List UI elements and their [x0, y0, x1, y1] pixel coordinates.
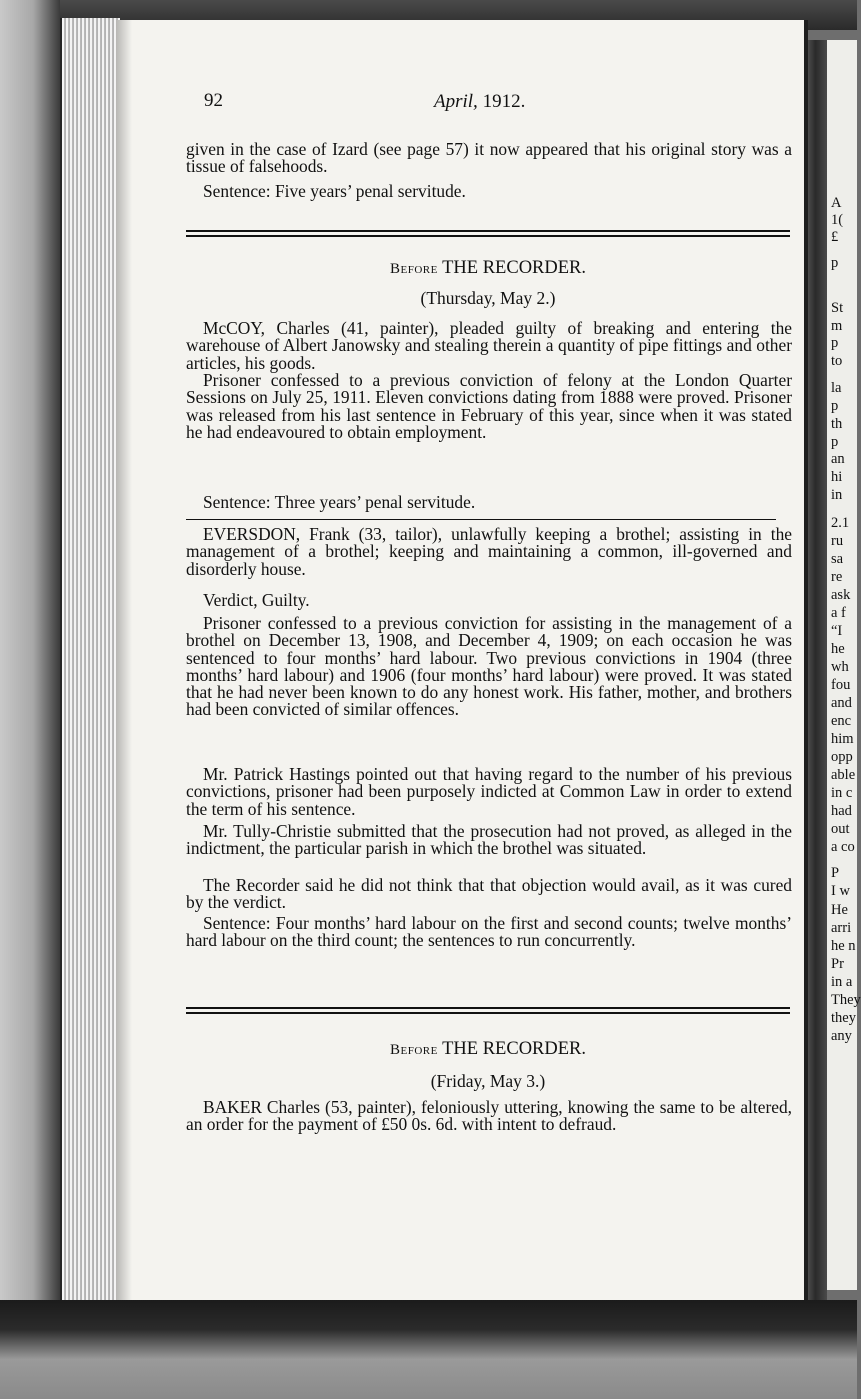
running-head-month: April,: [434, 91, 478, 112]
adjacent-page-text-fragment: a co: [831, 839, 855, 855]
adjacent-page-text-fragment: arri: [831, 920, 852, 936]
adjacent-page-text-fragment: 2.1: [831, 515, 850, 531]
scan-bottom-border: [0, 1300, 857, 1399]
section-heading: [186, 258, 790, 279]
adjacent-page-text-fragment: p: [831, 398, 839, 414]
case-paragraph: Sentence: Four months’ hard labour on the first and second counts; twelve months’ hard labour on the third count; the sentences to run concurrently.: [186, 913, 792, 951]
adjacent-page-text-fragment: they: [831, 1010, 856, 1026]
heading-main: THE RECORDER.: [442, 258, 587, 278]
adjacent-page-text-fragment: p: [831, 255, 839, 271]
heading-prefix: Before: [389, 1042, 438, 1058]
case-paragraph: McCOY, Charles (41, painter), pleaded guilty of breaking and entering the warehouse of Albert Janowsky and stealing therein a quantity of pipe fittings and other articles, his goods.: [186, 318, 792, 373]
running-head-year: 1912.: [482, 91, 526, 112]
adjacent-page-text-fragment: ru: [831, 533, 844, 549]
adjacent-page-text-fragment: hi: [831, 469, 843, 485]
adjacent-page-fragment: [827, 40, 861, 1290]
adjacent-page-text-fragment: and: [831, 695, 852, 711]
adjacent-page-text-fragment: th: [831, 416, 843, 432]
adjacent-page-text-fragment: in c: [831, 785, 853, 801]
book-page: [116, 20, 808, 1304]
carryover-sentence: Sentence: Five years’ penal servitude.: [203, 181, 466, 201]
heading-prefix: Before: [389, 261, 438, 277]
adjacent-page-text-fragment: I w: [831, 883, 850, 899]
adjacent-page-text-fragment: enc: [831, 713, 852, 729]
case-separator-rule: [186, 519, 776, 520]
adjacent-page-text-fragment: him: [831, 731, 854, 747]
case-paragraph: Mr. Patrick Hastings pointed out that having regard to the number of his previous convictions, prisoner had been purposely indicted at Common Law in order to extend the term of his sentence.: [186, 764, 792, 819]
adjacent-page-text-fragment: m: [831, 318, 843, 334]
adjacent-page-text-fragment: in: [831, 487, 843, 503]
adjacent-page-text-fragment: A: [831, 195, 842, 211]
adjacent-page-text-fragment: St: [831, 300, 844, 316]
adjacent-page-text-fragment: p: [831, 434, 839, 450]
section-heading: [186, 1039, 790, 1060]
adjacent-page-text-fragment: in a: [831, 974, 853, 990]
adjacent-page-text-fragment: fou: [831, 677, 851, 693]
case-paragraph: Prisoner confessed to a previous conviction of felony at the London Quarter Sessions on July 25, 1911. Eleven convictions dating from 1888 were proved. Prisoner was released from his last sentence in February of this year, since when it was stated he had endeavoured to obtain employment.: [186, 370, 792, 442]
adjacent-page-text-fragment: to: [831, 353, 843, 369]
case-paragraph: Sentence: Three years’ penal servitude.: [203, 492, 476, 512]
book-page-edges: [60, 18, 120, 1308]
adjacent-page-text-fragment: able: [831, 767, 856, 783]
adjacent-page-text-fragment: 1(: [831, 212, 844, 228]
adjacent-page-text-fragment: a f: [831, 605, 846, 621]
case-paragraph: EVERSDON, Frank (33, tailor), unlawfully keeping a brothel; assisting in the management of a brothel; keeping and maintaining a common, ill-governed and disorderly house.: [186, 524, 792, 579]
page-content: [116, 20, 804, 1304]
section-double-rule: [186, 230, 790, 237]
section-date: (Friday, May 3.): [430, 1071, 546, 1091]
adjacent-page-text-fragment: ask: [831, 587, 851, 603]
section-double-rule: [186, 1007, 790, 1014]
gutter-shadow: [116, 20, 132, 1304]
scan-left-margin: [0, 0, 60, 1399]
case-paragraph: Prisoner confessed to a previous conviction for assisting in the management of a brothel on December 13, 1908, and December 4, 1909; on each occasion he was sentenced to four months’ hard labour. Two previous convictions in 1904 (three months’ hard labour) and 1906 (four months’ hard labour) were proved. It was stated that he had never been known to do any honest work. His father, mother, and brothers had been convicted of similar offences.: [186, 613, 792, 720]
adjacent-page-text-fragment: he: [831, 641, 845, 657]
running-head: [434, 91, 525, 113]
adjacent-page-text-fragment: P: [831, 865, 840, 881]
page-number: 92: [204, 90, 223, 111]
adjacent-page-text-fragment: re: [831, 569, 843, 585]
adjacent-page-text-fragment: sa: [831, 551, 844, 567]
adjacent-page-text-fragment: Pr: [831, 956, 844, 972]
adjacent-page-text-fragment: “I: [831, 623, 843, 639]
adjacent-page-text-fragment: had: [831, 803, 852, 819]
section-date: (Thursday, May 2.): [420, 288, 556, 308]
adjacent-page-text-fragment: wh: [831, 659, 849, 675]
adjacent-page-text-fragment: he n: [831, 938, 856, 954]
case-paragraph: BAKER Charles (53, painter), feloniously uttering, knowing the same to be altered, an order for the payment of £50 0s. 6d. with intent to defraud.: [186, 1097, 792, 1135]
carryover-paragraph: given in the case of Izard (see page 57) it now appeared that his original story was a tissue of falsehoods.: [186, 139, 792, 177]
adjacent-page-text-fragment: £: [831, 229, 839, 245]
heading-main: THE RECORDER.: [442, 1039, 587, 1059]
adjacent-page-text-fragment: out: [831, 821, 850, 837]
adjacent-page-text-fragment: p: [831, 335, 839, 351]
adjacent-page-text-fragment: any: [831, 1028, 852, 1044]
adjacent-page-text-fragment: opp: [831, 749, 853, 765]
adjacent-page-text-fragment: He: [831, 902, 848, 918]
case-paragraph: Mr. Tully-Christie submitted that the prosecution had not proved, as alleged in the indictment, the particular parish in which the brothel was situated.: [186, 821, 792, 859]
adjacent-page-text-fragment: an: [831, 451, 845, 467]
case-paragraph: The Recorder said he did not think that that objection would avail, as it was cured by the verdict.: [186, 875, 792, 913]
case-paragraph: Verdict, Guilty.: [203, 590, 310, 610]
adjacent-page-text-fragment: la: [831, 380, 842, 396]
adjacent-page-text-fragment: They: [831, 992, 861, 1008]
